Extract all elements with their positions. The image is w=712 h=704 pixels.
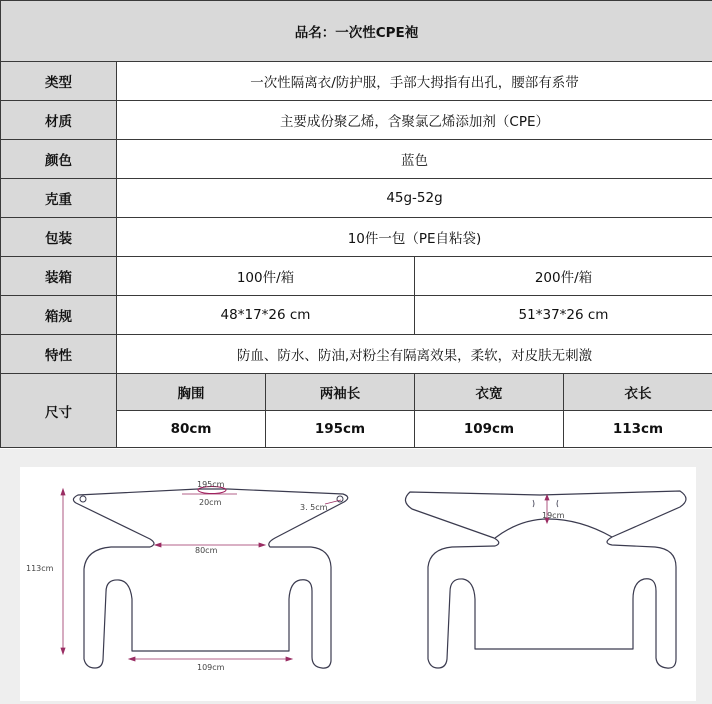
size-label: 尺寸 xyxy=(1,374,117,448)
weight-label: 克重 xyxy=(1,179,117,218)
back-neck-dim-label: 19cm xyxy=(542,511,565,520)
material-value: 主要成份聚乙烯，含聚氯乙烯添加剂（CPE） xyxy=(117,101,712,140)
features-value: 防血、防水、防油,对粉尘有隔离效果，柔软，对皮肤无刺激 xyxy=(117,335,712,374)
packing-label: 包装 xyxy=(1,218,117,257)
carton-size-value-1: 48*17*26 cm xyxy=(117,296,415,335)
hem-dim-label: 109cm xyxy=(197,663,225,672)
size-value-chest: 80cm xyxy=(117,411,266,448)
carton-value-2: 200件/箱 xyxy=(415,257,712,296)
type-value: 一次性隔离衣/防护服，手部大拇指有出孔，腰部有系带 xyxy=(117,62,712,101)
size-header-length: 衣长 xyxy=(564,374,712,411)
size-value-length: 113cm xyxy=(564,411,712,448)
carton-size-label: 箱规 xyxy=(1,296,117,335)
top-dim-label: 195cm xyxy=(197,480,225,489)
size-value-sleeve: 195cm xyxy=(266,411,415,448)
size-header-chest: 胸围 xyxy=(117,374,266,411)
carton-label: 装箱 xyxy=(1,257,117,296)
type-label: 类型 xyxy=(1,62,117,101)
size-header-width: 衣宽 xyxy=(415,374,564,411)
size-value-width: 109cm xyxy=(415,411,564,448)
color-value: 蓝色 xyxy=(117,140,712,179)
color-label: 颜色 xyxy=(1,140,117,179)
height-dim-label: 113cm xyxy=(26,564,54,573)
carton-size-value-2: 51*37*26 cm xyxy=(415,296,712,335)
neck-dim-label: 20cm xyxy=(199,498,222,507)
carton-value-1: 100件/箱 xyxy=(117,257,415,296)
material-label: 材质 xyxy=(1,101,117,140)
features-label: 特性 xyxy=(1,335,117,374)
product-title: 品名：一次性CPE袍 xyxy=(1,1,712,62)
gown-diagram xyxy=(0,449,712,704)
packing-value: 10件一包（PE自粘袋) xyxy=(117,218,712,257)
hole-dim-label: 3. 5cm xyxy=(300,503,328,512)
diagram-panel xyxy=(20,467,696,701)
size-header-sleeve: 两袖长 xyxy=(266,374,415,411)
chest-dim-label: 80cm xyxy=(195,546,218,555)
weight-value: 45g-52g xyxy=(117,179,712,218)
